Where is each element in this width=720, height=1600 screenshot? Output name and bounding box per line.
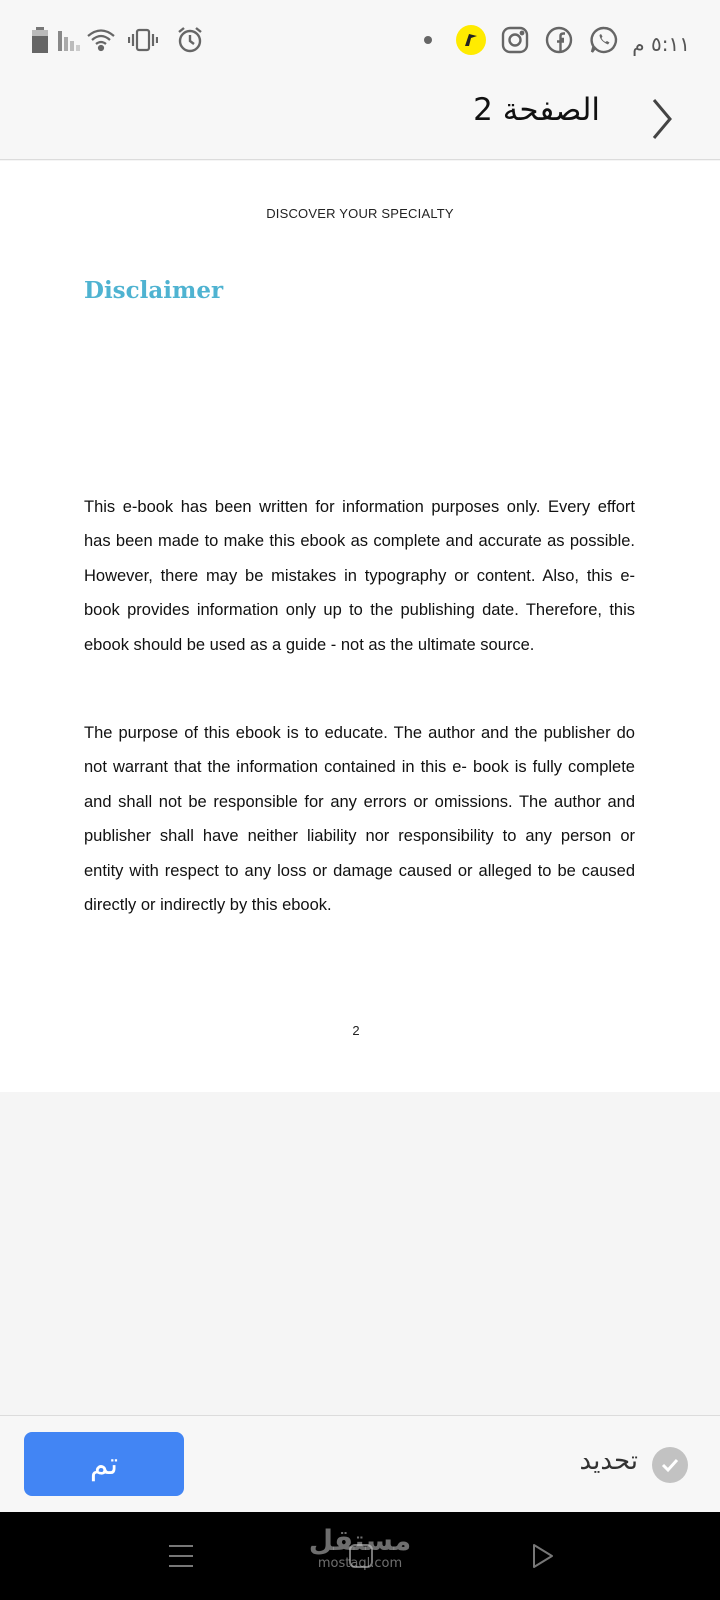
clock-time: ٥:١١ م xyxy=(632,32,690,56)
watermark-latin: mostaql.com xyxy=(317,1556,403,1571)
system-nav-bar xyxy=(0,1512,720,1600)
select-checkbox[interactable] xyxy=(652,1447,688,1483)
menu-nav-button[interactable] xyxy=(166,1538,196,1574)
signal-icon xyxy=(58,22,82,58)
app-badge-icon xyxy=(455,22,487,58)
chevron-right-icon xyxy=(642,94,682,144)
instagram-icon xyxy=(500,22,530,58)
watermark-arabic: مستقل xyxy=(308,1524,412,1557)
document-page[interactable] xyxy=(0,161,720,1092)
watermark xyxy=(300,1526,420,1571)
back-button[interactable] xyxy=(642,94,682,144)
back-triangle-icon xyxy=(530,1542,556,1570)
whatsapp-icon xyxy=(588,22,620,58)
page-number: 2 xyxy=(352,1023,360,1038)
back-nav-button[interactable] xyxy=(528,1538,558,1574)
done-button[interactable]: تم xyxy=(24,1432,184,1496)
document-title: Disclaimer xyxy=(84,277,224,304)
paragraph-2: The purpose of this ebook is to educate. The author and the publisher do not warrant that the information contained in this e- book is fully complete and shall not be responsible for any errors or omissions. The author and publisher shall have neither liability nor responsibility to any person or entity with respect to any loss or damage caused or alleged to be caused directly or indirectly by this ebook. xyxy=(84,724,635,915)
running-header: DISCOVER YOUR SPECIALTY xyxy=(266,206,454,221)
check-icon xyxy=(659,1454,681,1476)
status-bar xyxy=(0,0,720,80)
wifi-icon xyxy=(86,22,116,58)
vibrate-icon xyxy=(128,22,158,58)
select-label[interactable]: تحديد xyxy=(579,1446,638,1476)
top-app-bar xyxy=(0,80,720,160)
alarm-icon xyxy=(176,22,204,58)
bottom-action-bar xyxy=(0,1415,720,1512)
paragraph-1: This e-book has been written for information purposes only. Every effort has been made to make this ebook as complete and accurate as possible. However, there may be mistakes in typography or content. Also, this e-book provides information only up to the publishing date. Therefore, this ebook should be used as a guide - not as the ultimate source. xyxy=(84,498,635,654)
menu-icon xyxy=(168,1543,194,1569)
facebook-icon xyxy=(544,22,574,58)
page-title: الصفحة 2 xyxy=(473,92,600,128)
battery-icon xyxy=(30,22,50,58)
notification-dot xyxy=(424,36,432,44)
